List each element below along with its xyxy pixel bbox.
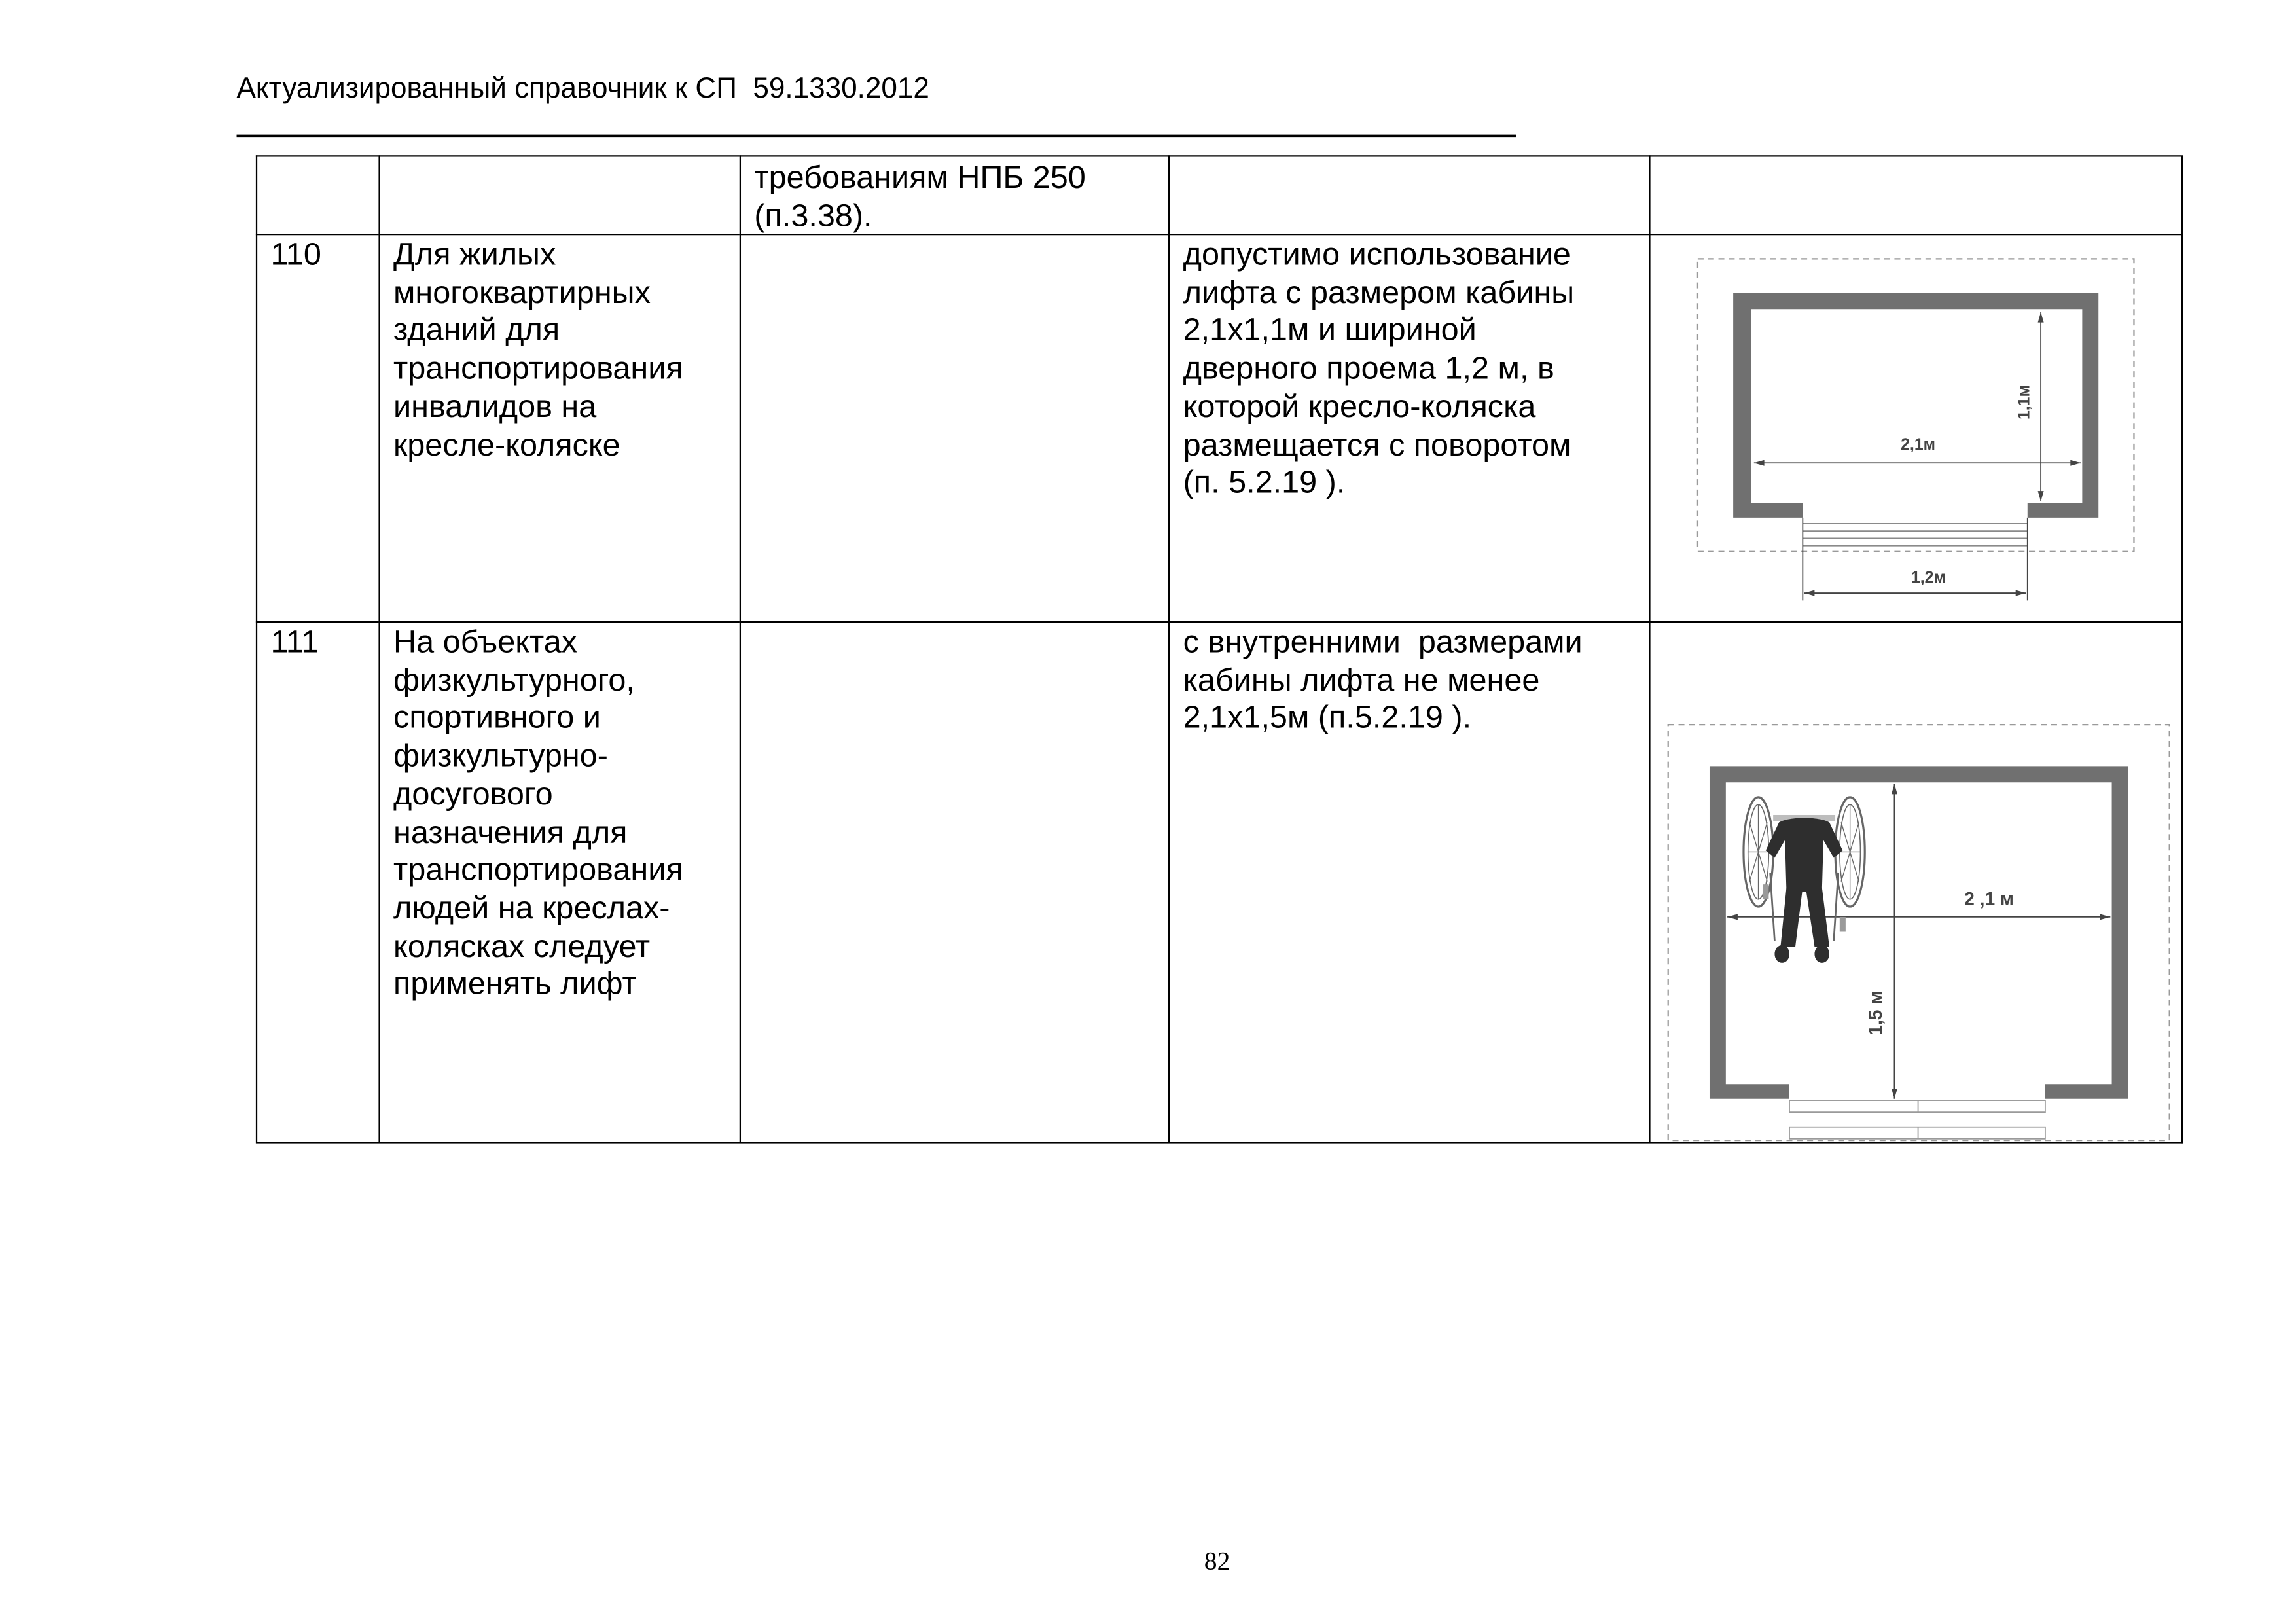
row-number-cell: [256, 621, 379, 1142]
cabin-walls: [1710, 766, 2128, 1098]
wheelchair-user-icon: [1744, 797, 1865, 963]
caster-wheel: [1840, 917, 1846, 932]
cabin-door: [1789, 1100, 2045, 1139]
requirement-text: [741, 235, 1168, 236]
requirement-cell: [740, 621, 1168, 1142]
depth-dimension-label: 1,1м: [2015, 385, 2034, 420]
cabin-walls: [1733, 293, 2098, 517]
requirement-text: [741, 623, 1168, 624]
door-threshold: [1803, 524, 2027, 546]
arrowhead: [1727, 914, 1738, 920]
header-rule: [237, 135, 1516, 137]
frame-rail: [1770, 873, 1775, 941]
arrowhead: [2100, 914, 2110, 920]
clearance-outline: [1668, 725, 2170, 1140]
diagram-cell: [1649, 234, 2181, 621]
row-number: 111: [270, 624, 319, 660]
row-number: [257, 157, 378, 160]
recommendation-cell: [1168, 234, 1649, 621]
depth-dimension-label: 1,5 м: [1865, 990, 1886, 1036]
dimension-lines: [1754, 312, 2081, 601]
door-leaf: [1789, 1100, 2045, 1112]
requirement-cell: [740, 155, 1168, 234]
lift-cabin-plan-110: [1649, 234, 2181, 621]
shaft-door-leaf: [1789, 1127, 2045, 1139]
requirements-table: [256, 155, 2183, 1143]
running-header: Актуализированный справочник к СП 59.1330.2012: [236, 72, 929, 105]
lift-cabin-plan-111: [1649, 621, 2181, 1142]
row-number-cell: [256, 234, 379, 621]
row-number-cell: [256, 155, 379, 234]
recommendation-text: [1170, 157, 1649, 160]
arrowhead: [1892, 1089, 1897, 1099]
object-text: На объектах физкультурного, спортивного и физкультурно- досугового назначения для транспортирования людей на креслах- колясках следует применять лифт: [393, 624, 683, 1002]
recommendation-cell: [1168, 155, 1649, 234]
page-number: 82: [1204, 1545, 1230, 1576]
foot-right: [1814, 945, 1829, 963]
arrowhead: [2038, 312, 2044, 323]
row-number: 110: [270, 236, 321, 272]
arrowhead: [2016, 590, 2026, 596]
requirement-text: требованиям НПБ 250 (п.3.38).: [754, 160, 1086, 234]
width-dimension-label: 2,1м: [1901, 435, 1936, 454]
frame-rail: [1834, 873, 1839, 941]
arrowhead: [2070, 460, 2081, 466]
object-text: Для жилых многоквартирных зданий для транспортирования инвалидов на кресле-коляске: [393, 236, 683, 463]
width-dimension-label: 2 ,1 м: [1964, 888, 2014, 909]
diagram-cell: [1649, 155, 2181, 234]
recommendation-cell: [1168, 621, 1649, 1142]
head: [1791, 821, 1816, 846]
object-cell: [378, 234, 739, 621]
requirement-cell: [740, 234, 1168, 621]
object-cell: [378, 621, 739, 1142]
arrowhead: [2038, 491, 2044, 501]
arrowhead: [1754, 460, 1765, 466]
arrowhead: [1892, 784, 1897, 795]
object-cell: [378, 155, 739, 234]
person-silhouette: [1766, 818, 1842, 963]
arrowhead: [1804, 590, 1815, 596]
caster-wheel: [1763, 884, 1768, 899]
recommendation-text: с внутренними размерами кабины лифта не менее 2,1х1,5м (п.5.2.19 ).: [1183, 624, 1583, 736]
recommendation-text: допустимо использование лифта с размером кабины 2,1х1,1м и шириной дверного проема 1,2 м, в которой кресло-коляска размещается с поворотом (п. 5.2.19 ).: [1183, 236, 1575, 501]
foot-left: [1774, 945, 1789, 963]
object-text: [380, 157, 740, 160]
door-width-label: 1,2м: [1910, 569, 1946, 587]
diagram-cell: [1649, 621, 2181, 1142]
